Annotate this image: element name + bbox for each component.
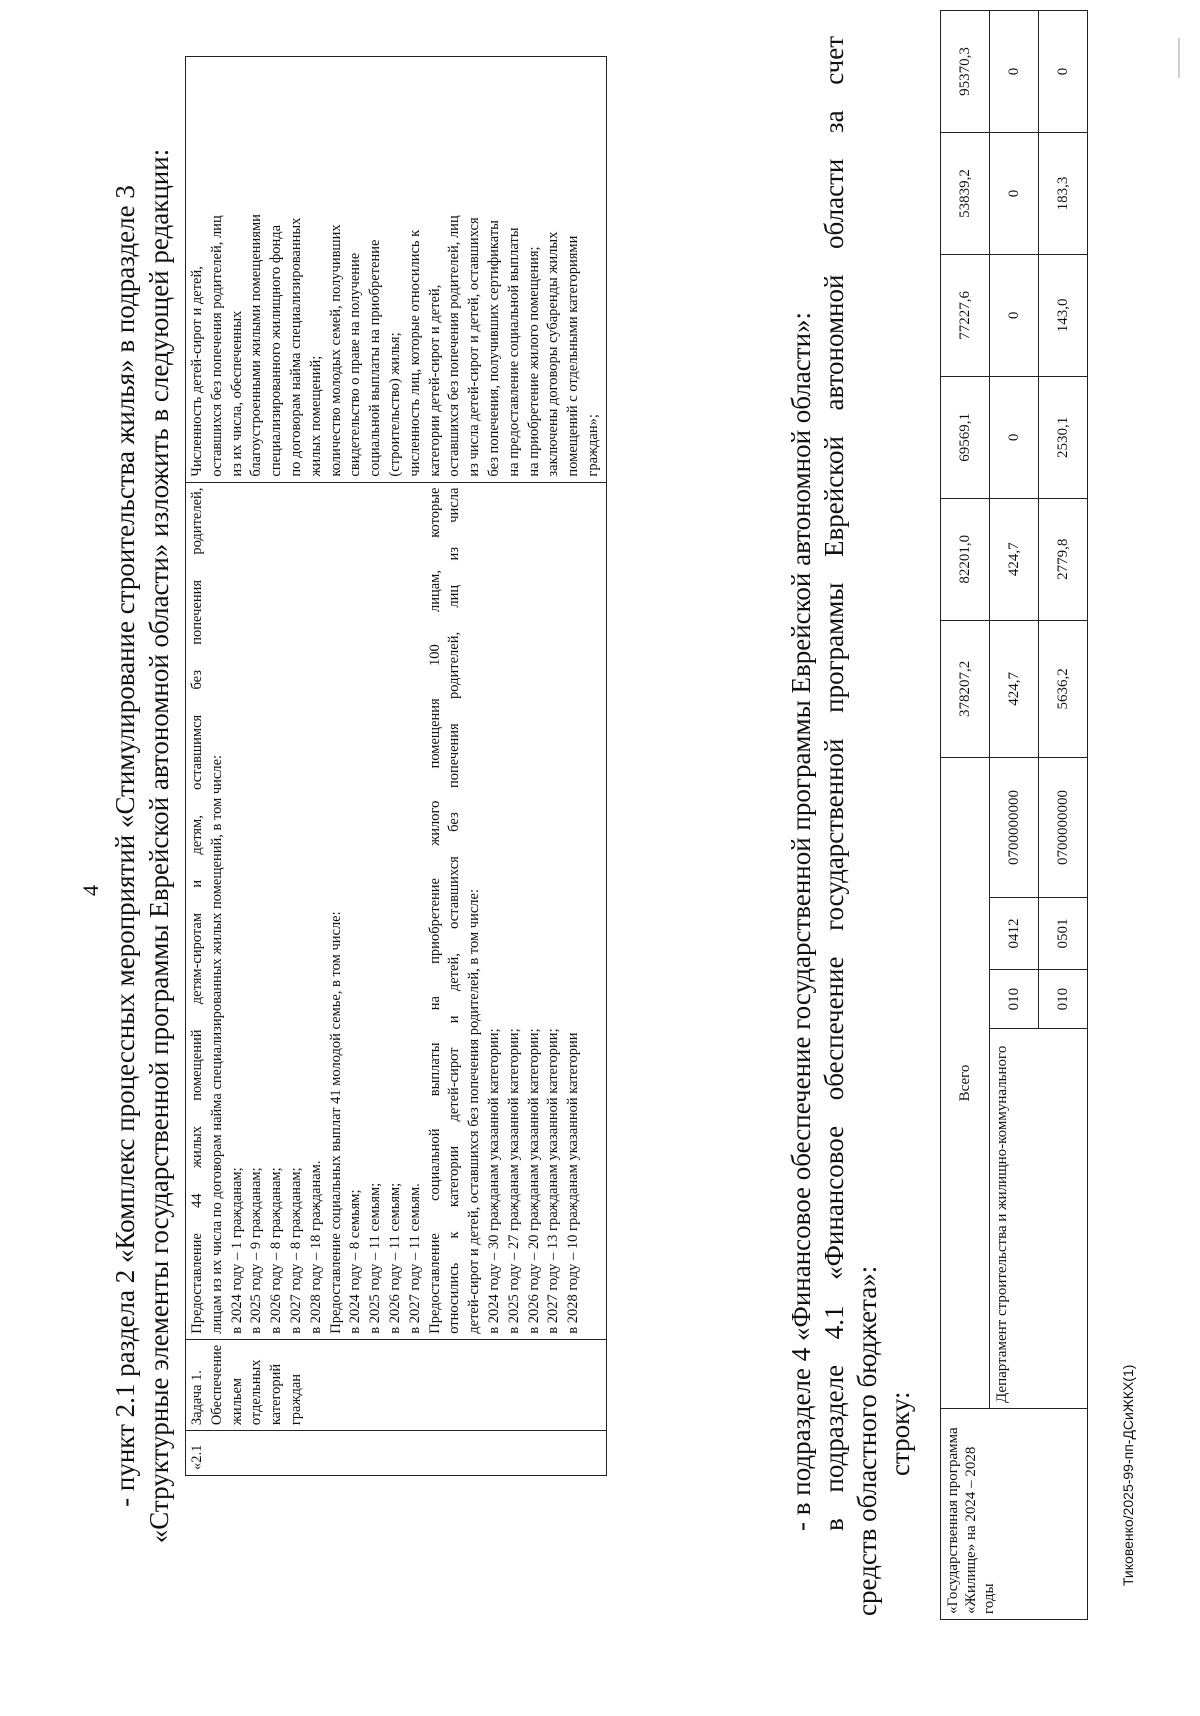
description-line: Предоставление социальной выплаты на приобретение жилого помещения 100 лицам, которые bbox=[426, 487, 443, 1334]
value-cell: 0 bbox=[990, 11, 1039, 133]
value-cell: 5636,2 bbox=[1039, 620, 1088, 757]
indicator-line: на приобретение жилого помещения; bbox=[525, 246, 542, 477]
document-footer-id: Тиковенко/2025-99-пп-ДСиЖКХ(1) bbox=[1120, 1364, 1136, 1586]
description-line: в 2025 году – 9 гражданам; bbox=[248, 1167, 265, 1334]
description-line: в 2026 году – 20 гражданам указанной категории; bbox=[525, 1028, 542, 1334]
total-label-cell: Всего bbox=[941, 758, 990, 1409]
value-cell: 183,3 bbox=[1039, 133, 1088, 255]
indicator-line: благоустроенными жилыми помещениями bbox=[248, 214, 265, 477]
indicators-cell bbox=[186, 57, 607, 483]
section-code-cell: 0501 bbox=[1039, 898, 1088, 970]
indicator-line: оставшихся без попечения родителей, лиц bbox=[208, 215, 225, 477]
indicator-line: численность лиц, которые относились к bbox=[406, 229, 423, 477]
description-line: в 2026 году – 8 гражданам; bbox=[268, 1167, 285, 1334]
description-line: в 2026 году – 11 семьям; bbox=[386, 1182, 403, 1334]
description-line: в 2028 году – 10 гражданам указанной категории bbox=[565, 1032, 582, 1334]
total-value-cell: 69569,1 bbox=[941, 376, 990, 498]
indicator-line: количество молодых семей, получивших bbox=[327, 224, 344, 477]
table-row bbox=[941, 11, 990, 1620]
program-name-cell: «Государственная программа «Жилище» на 2024 – 2028 годы bbox=[941, 1409, 1088, 1620]
grbs-code-cell: 010 bbox=[1039, 969, 1088, 1028]
after-line-1: - в подразделе 4 «Финансовое обеспечение государственной программы Еврейской автономной области»: bbox=[786, 311, 816, 1531]
description-line: в 2027 году – 13 гражданам указанной категории; bbox=[545, 1028, 562, 1334]
indicator-line: (строительство) жилья; bbox=[386, 332, 403, 477]
description-line: в 2025 году – 27 гражданам указанной категории; bbox=[505, 1028, 522, 1334]
value-cell: 424,7 bbox=[990, 620, 1039, 757]
indicator-line: помещений с отдельными категориями bbox=[565, 235, 582, 477]
indicator-line: на предоставление социальной выплаты bbox=[505, 227, 522, 477]
description-line: в 2028 году – 18 гражданам. bbox=[307, 1160, 324, 1334]
description-line: Предоставление 44 жилых помещений детям-сиротам и детям, оставшимся без попечения родителей, bbox=[189, 487, 205, 1334]
indicator-line: категории детей-сирот и детей, bbox=[426, 284, 443, 477]
indicator-line: социальной выплаты на приобретение bbox=[367, 239, 384, 477]
financing-amendment-text bbox=[785, 36, 917, 1616]
value-cell: 0 bbox=[1039, 11, 1088, 133]
department-cell: Департамент строительства и жилищно-коммунального bbox=[990, 1029, 1088, 1409]
indicator-line: жилых помещений; bbox=[307, 355, 324, 477]
financing-table bbox=[940, 10, 1088, 1620]
total-value-cell: 77227,6 bbox=[941, 254, 990, 376]
value-cell: 2779,8 bbox=[1039, 498, 1088, 620]
total-value-cell: 53839,2 bbox=[941, 133, 990, 255]
target-code-cell: 0700000000 bbox=[990, 758, 1039, 898]
table-row bbox=[186, 57, 607, 1476]
task-line: Задача 1. bbox=[189, 1370, 205, 1426]
indicator-line: по договорам найма специализированных bbox=[287, 217, 304, 477]
measures-description-cell bbox=[186, 482, 607, 1339]
indicator-line: граждан»; bbox=[584, 414, 601, 477]
indicator-line: из их числа, обеспеченных bbox=[228, 310, 245, 477]
value-cell: 424,7 bbox=[990, 498, 1039, 620]
task-line: жильем bbox=[228, 1377, 245, 1426]
intro-line-2: «Структурные элементы государственной программы Еврейской автономной области» изложить в следующей редакции: bbox=[144, 148, 174, 1544]
section-code-cell: 0412 bbox=[990, 898, 1039, 970]
value-cell: 0 bbox=[990, 133, 1039, 255]
target-code-cell: 0700000000 bbox=[1039, 758, 1088, 898]
value-cell: 0 bbox=[990, 254, 1039, 376]
description-line: в 2024 году – 8 семьям; bbox=[347, 1189, 364, 1334]
value-cell: 0 bbox=[990, 376, 1039, 498]
page-number: 4 bbox=[78, 885, 103, 896]
after-line-3: средств областного бюджета»: bbox=[852, 1265, 882, 1616]
description-line: лицам из их числа по договорам найма специализированных жилых помещений, в том числе: bbox=[208, 754, 225, 1334]
total-value-cell: 378207,2 bbox=[941, 620, 990, 757]
total-value-cell: 95370,3 bbox=[941, 11, 990, 133]
table-row bbox=[990, 11, 1039, 1620]
structural-elements-table bbox=[185, 56, 607, 1476]
intro-line-1: - пункт 2.1 раздела 2 «Комплекс процессных мероприятий «Стимулирование строительства жилья» в подразделе 3 bbox=[110, 185, 140, 1507]
value-cell: 143,0 bbox=[1039, 254, 1088, 376]
description-line: в 2027 году – 11 семьям. bbox=[406, 1183, 423, 1334]
grbs-code-cell: 010 bbox=[990, 969, 1039, 1028]
description-line: относились к категории детей-сирот и детей, оставшихся без попечения родителей, лиц из числа bbox=[446, 487, 463, 1334]
amendment-intro bbox=[108, 56, 176, 1636]
indicator-line: без попечения, получивших сертификаты bbox=[485, 220, 502, 477]
indicator-line: оставшихся без попечения родителей, лиц bbox=[446, 215, 463, 477]
value-cell: 2530,1 bbox=[1039, 376, 1088, 498]
task-line: граждан bbox=[287, 1373, 304, 1426]
description-line: в 2027 году – 8 гражданам; bbox=[287, 1167, 304, 1334]
task-cell bbox=[186, 1339, 607, 1430]
description-line: в 2024 году – 30 гражданам указанной категории; bbox=[485, 1028, 502, 1334]
item-number-cell: «2.1 bbox=[186, 1431, 607, 1476]
after-line-4: строку: bbox=[885, 1391, 915, 1476]
indicator-line: заключены договоры субаренды жилых bbox=[545, 231, 562, 477]
after-line-2: в подразделе 4.1 «Финансовое обеспечение государственной программы Еврейской автономной области за счет bbox=[819, 36, 849, 1531]
total-value-cell: 82201,0 bbox=[941, 498, 990, 620]
task-line: категорий bbox=[268, 1363, 285, 1426]
task-line: Обеспечение bbox=[208, 1344, 225, 1426]
indicator-line: Численность детей-сирот и детей, bbox=[189, 266, 205, 477]
task-line: отдельных bbox=[248, 1359, 265, 1426]
description-line: в 2024 году – 1 гражданам; bbox=[228, 1167, 245, 1334]
indicator-line: свидетельство о праве на получение bbox=[347, 252, 364, 477]
indicator-line: специализированного жилищного фонда bbox=[268, 224, 285, 477]
description-line: в 2025 году – 11 семьям; bbox=[367, 1182, 384, 1334]
description-line: детей-сирот и детей, оставшихся без попечения родителей, в том числе: bbox=[466, 889, 483, 1334]
indicator-line: из числа детей-сирот и детей, оставшихся bbox=[466, 217, 483, 477]
description-line: Предоставление социальных выплат 41 молодой семье, в том числе: bbox=[327, 911, 344, 1334]
